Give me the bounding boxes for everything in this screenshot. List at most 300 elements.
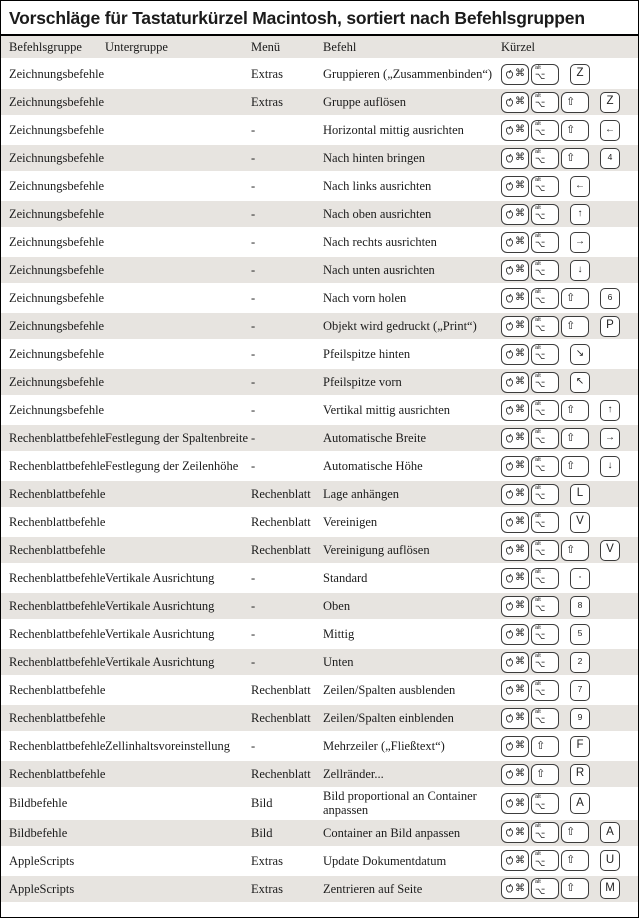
cell-befehlsgruppe: Rechenblattbefehle	[9, 654, 106, 669]
cell-befehlsgruppe: Zeichnungsbefehle	[9, 150, 105, 165]
alt-key-icon	[531, 624, 559, 645]
table-body	[1, 61, 638, 902]
command-key-icon	[501, 878, 529, 899]
command-symbol: ⌘	[515, 855, 525, 866]
option-symbol: ⌥	[535, 519, 546, 530]
alt-key-label: alt	[535, 260, 541, 267]
alt-key-icon	[531, 793, 559, 814]
option-symbol: ⌥	[535, 687, 546, 698]
cell-befehl: Lage anhängen	[323, 486, 400, 501]
alt-key-icon	[531, 428, 559, 449]
final-key-label: Z	[606, 95, 614, 108]
table-row	[1, 848, 638, 874]
alt-key-icon	[531, 204, 559, 225]
cell-befehlsgruppe: Rechenblattbefehle	[9, 682, 106, 697]
final-key-icon	[570, 793, 590, 814]
apple-logo-icon	[505, 545, 514, 556]
shift-symbol: ⇧	[566, 319, 576, 332]
final-key-label: →	[575, 236, 585, 248]
table-row	[1, 89, 638, 115]
cell-befehl: Automatische Breite	[323, 430, 427, 445]
cell-befehl: Pfeilspitze vorn	[323, 374, 402, 389]
cell-befehlsgruppe: AppleScripts	[9, 853, 75, 868]
option-symbol: ⌥	[535, 659, 546, 670]
final-key-label: ←	[605, 124, 615, 136]
final-key-label: 6	[607, 292, 613, 303]
apple-logo-icon	[505, 153, 514, 164]
command-key-icon	[501, 428, 529, 449]
cell-menu: Rechenblatt	[251, 710, 311, 725]
cell-befehlsgruppe: Zeichnungsbefehle	[9, 122, 105, 137]
cell-menu: Bild	[251, 825, 273, 840]
cell-befehlsgruppe: Rechenblattbefehle	[9, 766, 106, 781]
apple-logo-icon	[505, 349, 514, 360]
final-key-label: 7	[577, 684, 583, 695]
alt-key-label: alt	[535, 232, 541, 239]
final-key-icon	[600, 92, 620, 113]
option-symbol: ⌥	[535, 858, 546, 869]
cell-menu: -	[251, 626, 256, 641]
apple-logo-icon	[505, 125, 514, 136]
alt-key-label: alt	[535, 851, 541, 858]
option-symbol: ⌥	[535, 830, 546, 841]
option-symbol: ⌥	[535, 99, 546, 110]
cell-befehlsgruppe: Zeichnungsbefehle	[9, 374, 105, 389]
shift-key-icon	[561, 540, 589, 561]
final-key-label: ↑	[577, 208, 583, 220]
command-symbol: ⌘	[515, 656, 525, 668]
command-symbol: ⌘	[515, 572, 525, 584]
cell-menu: Rechenblatt	[251, 514, 311, 529]
final-key-icon	[570, 764, 590, 785]
cell-befehlsgruppe: Zeichnungsbefehle	[9, 234, 105, 249]
cell-befehlsgruppe: Zeichnungsbefehle	[9, 66, 105, 81]
table-row	[1, 285, 638, 311]
command-symbol: ⌘	[515, 180, 525, 192]
alt-key-icon	[531, 344, 559, 365]
cell-menu: Bild	[251, 796, 273, 811]
cell-befehl: Mehrzeiler („Fließtext“)	[323, 738, 445, 753]
cell-kuerzel	[501, 148, 630, 169]
alt-key-icon	[531, 456, 559, 477]
cell-menu: -	[251, 122, 256, 137]
cell-befehl: Nach rechts ausrichten	[323, 234, 437, 249]
alt-key-label: alt	[535, 428, 541, 435]
shift-symbol: ⇧	[566, 151, 576, 164]
final-key-icon	[570, 232, 590, 253]
command-key-icon	[501, 484, 529, 505]
cell-befehlsgruppe: Zeichnungsbefehle	[9, 206, 105, 221]
command-symbol: ⌘	[515, 432, 525, 444]
command-symbol: ⌘	[515, 768, 525, 780]
table-row	[1, 876, 638, 902]
command-key-icon	[501, 708, 529, 729]
alt-key-icon	[531, 484, 559, 505]
apple-logo-icon	[505, 433, 514, 444]
alt-key-icon	[531, 822, 559, 843]
final-key-icon	[570, 512, 590, 533]
final-key-label: ↘	[575, 348, 585, 360]
cell-untergruppe: Festlegung der Spaltenbreite	[105, 430, 249, 445]
cell-menu: -	[251, 458, 256, 473]
shift-key-icon	[531, 764, 559, 785]
final-key-label: ↓	[607, 460, 613, 472]
final-key-icon	[570, 680, 590, 701]
table-row	[1, 453, 638, 479]
alt-key-icon	[531, 652, 559, 673]
command-symbol: ⌘	[515, 516, 525, 528]
final-key-icon	[600, 878, 620, 899]
final-key-icon	[570, 652, 590, 673]
cell-befehl: Container an Bild anpassen	[323, 825, 461, 840]
final-key-label: ▫	[578, 573, 582, 581]
cell-befehl: Oben	[323, 598, 351, 613]
cell-kuerzel	[501, 120, 630, 141]
shift-symbol: ⇧	[566, 123, 576, 136]
cell-befehl: Update Dokumentdatum	[323, 853, 447, 868]
final-key-icon	[570, 568, 590, 589]
apple-logo-icon	[505, 209, 514, 220]
final-key-label: P	[606, 319, 614, 332]
alt-key-label: alt	[535, 288, 541, 295]
alt-key-icon	[531, 64, 559, 85]
alt-key-icon	[531, 878, 559, 899]
alt-key-label: alt	[535, 120, 541, 127]
cell-untergruppe: Vertikale Ausrichtung	[105, 654, 215, 669]
column-header-befehlsgruppe: Befehlsgruppe	[9, 39, 82, 54]
final-key-icon	[600, 400, 620, 421]
command-symbol: ⌘	[515, 96, 525, 108]
command-symbol: ⌘	[515, 460, 525, 472]
cell-befehl: Objekt wird gedruckt („Print“)	[323, 318, 477, 333]
final-key-icon	[570, 596, 590, 617]
cell-kuerzel	[501, 316, 630, 337]
shift-key-icon	[561, 850, 589, 871]
cell-befehl: Pfeilspitze hinten	[323, 346, 411, 361]
column-header-kuerzel: Kürzel	[501, 39, 536, 54]
cell-menu: -	[251, 150, 256, 165]
final-key-icon	[600, 120, 620, 141]
apple-logo-icon	[505, 713, 514, 724]
alt-key-label: alt	[535, 400, 541, 407]
option-symbol: ⌥	[535, 631, 546, 642]
cell-menu: -	[251, 402, 256, 417]
alt-key-icon	[531, 568, 559, 589]
cell-befehlsgruppe: Rechenblattbefehle	[9, 542, 106, 557]
alt-key-icon	[531, 148, 559, 169]
shift-key-icon	[561, 400, 589, 421]
option-symbol: ⌥	[535, 886, 546, 897]
table-row	[1, 677, 638, 703]
cell-menu: -	[251, 374, 256, 389]
final-key-label: ↑	[607, 404, 613, 416]
alt-key-icon	[531, 512, 559, 533]
shift-symbol: ⇧	[566, 459, 576, 472]
cell-kuerzel	[501, 428, 630, 449]
final-key-icon	[570, 708, 590, 729]
cell-befehlsgruppe: Zeichnungsbefehle	[9, 290, 105, 305]
table-row	[1, 369, 638, 395]
final-key-icon	[570, 624, 590, 645]
command-symbol: ⌘	[515, 208, 525, 220]
final-key-icon	[570, 344, 590, 365]
alt-key-icon	[531, 596, 559, 617]
table-row	[1, 649, 638, 675]
cell-kuerzel	[501, 736, 630, 757]
cell-befehlsgruppe: Bildbefehle	[9, 825, 68, 840]
cell-kuerzel	[501, 92, 630, 113]
command-key-icon	[501, 316, 529, 337]
cell-untergruppe: Vertikale Ausrichtung	[105, 570, 215, 585]
cell-befehl: Nach unten ausrichten	[323, 262, 435, 277]
apple-logo-icon	[505, 293, 514, 304]
alt-key-label: alt	[535, 680, 541, 687]
shift-symbol: ⇧	[566, 882, 576, 895]
apple-logo-icon	[505, 517, 514, 528]
final-key-label: 4	[607, 152, 613, 163]
cell-kuerzel	[501, 624, 630, 645]
final-key-label: Z	[576, 67, 584, 80]
table-row	[1, 537, 638, 563]
command-key-icon	[501, 148, 529, 169]
apple-logo-icon	[505, 69, 514, 80]
shift-key-icon	[561, 148, 589, 169]
command-symbol: ⌘	[515, 600, 525, 612]
command-key-icon	[501, 344, 529, 365]
alt-key-label: alt	[535, 624, 541, 631]
cell-untergruppe: Zellinhaltsvoreinstellung	[105, 738, 230, 753]
cell-untergruppe: Vertikale Ausrichtung	[105, 626, 215, 641]
command-key-icon	[501, 736, 529, 757]
cell-kuerzel	[501, 64, 630, 85]
final-key-label: V	[606, 543, 614, 556]
command-symbol: ⌘	[515, 292, 525, 304]
alt-key-label: alt	[535, 372, 541, 379]
shift-key-icon	[561, 288, 589, 309]
cell-menu: Extras	[251, 853, 283, 868]
command-symbol: ⌘	[515, 797, 525, 809]
alt-key-label: alt	[535, 596, 541, 603]
cell-befehl: Gruppe auflösen	[323, 94, 406, 109]
column-header-untergruppe: Untergruppe	[105, 39, 168, 54]
shift-key-icon	[561, 316, 589, 337]
apple-logo-icon	[505, 321, 514, 332]
final-key-label: U	[605, 854, 615, 867]
alt-key-label: alt	[535, 652, 541, 659]
final-key-icon	[570, 176, 590, 197]
shift-symbol: ⇧	[536, 767, 546, 780]
table-header-row	[1, 36, 638, 58]
option-symbol: ⌥	[535, 547, 546, 558]
command-key-icon	[501, 288, 529, 309]
cell-menu: -	[251, 598, 256, 613]
alt-key-label: alt	[535, 92, 541, 99]
alt-key-icon	[531, 288, 559, 309]
command-key-icon	[501, 92, 529, 113]
cell-befehl: Nach oben ausrichten	[323, 206, 432, 221]
table-row	[1, 761, 638, 787]
alt-key-label: alt	[535, 568, 541, 575]
shift-symbol: ⇧	[566, 543, 576, 556]
final-key-icon	[600, 540, 620, 561]
cell-befehlsgruppe: Rechenblattbefehle	[9, 710, 106, 725]
final-key-icon	[570, 736, 590, 757]
cell-kuerzel	[501, 652, 630, 673]
cell-befehl: Zellränder...	[323, 766, 384, 781]
final-key-icon	[600, 148, 620, 169]
cell-menu: Rechenblatt	[251, 766, 311, 781]
option-symbol: ⌥	[535, 575, 546, 586]
table-row	[1, 229, 638, 255]
cell-menu: -	[251, 430, 256, 445]
cell-befehl: Horizontal mittig ausrichten	[323, 122, 464, 137]
command-key-icon	[501, 260, 529, 281]
final-key-label: A	[606, 826, 614, 839]
table-row	[1, 61, 638, 87]
command-symbol: ⌘	[515, 883, 525, 894]
cell-kuerzel	[501, 878, 630, 899]
cell-befehl: Nach hinten bringen	[323, 150, 426, 165]
option-symbol: ⌥	[535, 127, 546, 138]
cell-kuerzel	[501, 484, 630, 505]
alt-key-label: alt	[535, 512, 541, 519]
alt-key-icon	[531, 316, 559, 337]
command-key-icon	[501, 822, 529, 843]
final-key-label: R	[575, 767, 585, 780]
option-symbol: ⌥	[535, 491, 546, 502]
command-symbol: ⌘	[515, 488, 525, 500]
cell-befehl: Nach links ausrichten	[323, 178, 432, 193]
shift-key-icon	[561, 428, 589, 449]
cell-menu: -	[251, 234, 256, 249]
option-symbol: ⌥	[535, 239, 546, 250]
option-symbol: ⌥	[535, 211, 546, 222]
command-symbol: ⌘	[515, 152, 525, 164]
alt-key-label: alt	[535, 879, 541, 886]
final-key-label: A	[576, 796, 584, 809]
command-key-icon	[501, 232, 529, 253]
option-symbol: ⌥	[535, 323, 546, 334]
cell-kuerzel	[501, 764, 630, 785]
cell-befehlsgruppe: Zeichnungsbefehle	[9, 402, 105, 417]
cell-kuerzel	[501, 680, 630, 701]
cell-befehl: Mittig	[323, 626, 355, 641]
cell-befehl: Zeilen/Spalten einblenden	[323, 710, 454, 725]
final-key-label: M	[605, 882, 615, 895]
final-key-icon	[600, 456, 620, 477]
alt-key-label: alt	[535, 456, 541, 463]
cell-befehl: Automatische Höhe	[323, 458, 423, 473]
apple-logo-icon	[505, 657, 514, 668]
final-key-label: ↖	[575, 376, 585, 388]
table-row	[1, 145, 638, 171]
cell-befehlsgruppe: Rechenblattbefehle	[9, 430, 106, 445]
apple-logo-icon	[505, 855, 514, 866]
cell-befehlsgruppe: Rechenblattbefehle	[9, 598, 106, 613]
cell-kuerzel	[501, 260, 630, 281]
cell-menu: Extras	[251, 94, 283, 109]
cell-menu: -	[251, 654, 256, 669]
shift-symbol: ⇧	[566, 826, 576, 839]
alt-key-label: alt	[535, 540, 541, 547]
table-row	[1, 705, 638, 731]
command-symbol: ⌘	[515, 712, 525, 724]
command-key-icon	[501, 176, 529, 197]
shift-key-icon	[561, 92, 589, 113]
command-key-icon	[501, 120, 529, 141]
option-symbol: ⌥	[535, 295, 546, 306]
cell-kuerzel	[501, 232, 630, 253]
table-row	[1, 789, 638, 818]
option-symbol: ⌥	[535, 435, 546, 446]
final-key-label: L	[576, 487, 584, 500]
command-symbol: ⌘	[515, 740, 525, 752]
command-key-icon	[501, 540, 529, 561]
command-symbol: ⌘	[515, 827, 525, 838]
command-key-icon	[501, 568, 529, 589]
final-key-icon	[600, 428, 620, 449]
table-row	[1, 425, 638, 451]
table-row	[1, 313, 638, 339]
table-row	[1, 733, 638, 759]
alt-key-label: alt	[535, 148, 541, 155]
cell-befehl: Bild proportional an Container anpassen	[323, 789, 477, 818]
final-key-label: 2	[577, 656, 583, 667]
final-key-icon	[600, 822, 620, 843]
command-key-icon	[501, 512, 529, 533]
apple-logo-icon	[505, 741, 514, 752]
cell-kuerzel	[501, 372, 630, 393]
command-symbol: ⌘	[515, 628, 525, 640]
command-symbol: ⌘	[515, 320, 525, 332]
cell-kuerzel	[501, 344, 630, 365]
command-key-icon	[501, 204, 529, 225]
cell-menu: -	[251, 178, 256, 193]
cell-kuerzel	[501, 400, 630, 421]
table-row	[1, 820, 638, 846]
final-key-icon	[570, 260, 590, 281]
command-key-icon	[501, 596, 529, 617]
cell-befehl: Gruppieren („Zusammenbinden“)	[323, 66, 493, 81]
shift-symbol: ⇧	[566, 854, 576, 867]
table-row	[1, 117, 638, 143]
command-symbol: ⌘	[515, 544, 525, 556]
cell-menu: Extras	[251, 881, 283, 896]
cell-befehl: Standard	[323, 570, 368, 585]
command-key-icon	[501, 400, 529, 421]
cell-kuerzel	[501, 596, 630, 617]
alt-key-icon	[531, 372, 559, 393]
alt-key-label: alt	[535, 484, 541, 491]
cell-menu: -	[251, 262, 256, 277]
cell-befehlsgruppe: Zeichnungsbefehle	[9, 262, 105, 277]
final-key-icon	[570, 64, 590, 85]
shift-symbol: ⇧	[566, 291, 576, 304]
alt-key-icon	[531, 540, 559, 561]
alt-key-icon	[531, 850, 559, 871]
apple-logo-icon	[505, 601, 514, 612]
apple-logo-icon	[505, 265, 514, 276]
table-row	[1, 509, 638, 535]
column-header-menu: Menü	[251, 39, 281, 54]
cell-befehl: Unten	[323, 654, 354, 669]
alt-key-label: alt	[535, 64, 541, 71]
alt-key-icon	[531, 176, 559, 197]
apple-logo-icon	[505, 827, 514, 838]
shift-symbol: ⇧	[566, 95, 576, 108]
command-key-icon	[501, 624, 529, 645]
shift-key-icon	[561, 822, 589, 843]
